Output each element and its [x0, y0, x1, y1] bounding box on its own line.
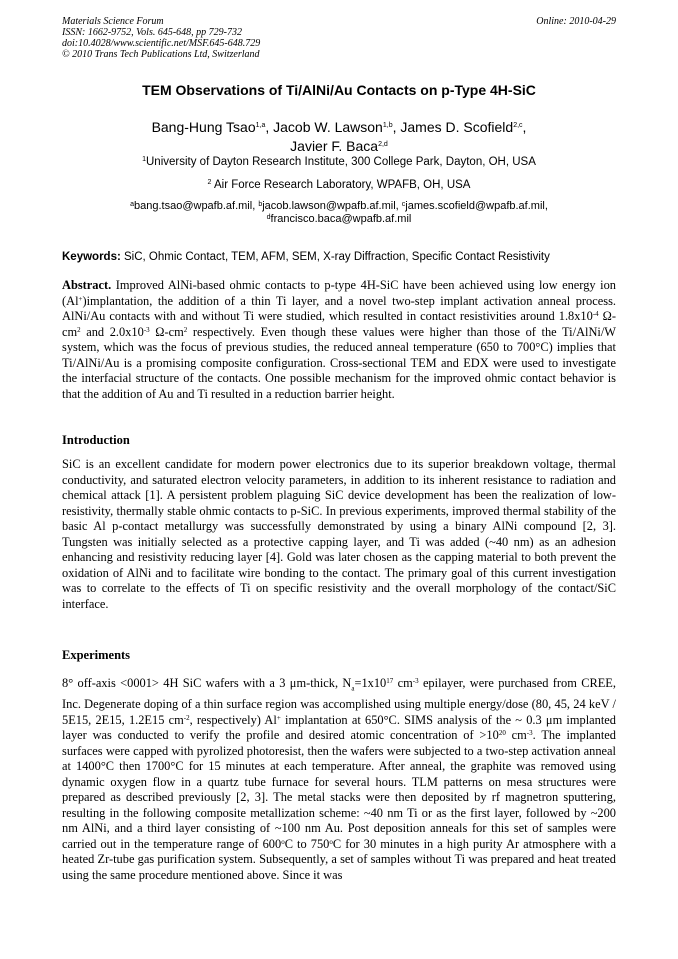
author-scofield-sup: 2,c	[513, 122, 523, 129]
abstract-text-2: )implantation, the addition of a thin Ti layer, and a novel two-step implant activation anneal process. AlNi/Au contacts with and without Ti were studied, which resulted in contact resistivities around 1.8x10	[62, 293, 616, 324]
online-date: Online: 2010-04-29	[536, 16, 616, 27]
author-line-1	[40, 118, 638, 137]
email-tsao: bang.tsao@wpafb.af.mil,	[134, 200, 259, 212]
affiliation-1-text: University of Dayton Research Institute, 300 College Park, Dayton, OH, USA	[146, 156, 536, 168]
abstract-text-4: and 2.0x10	[80, 324, 144, 339]
author-baca: Javier F. Baca	[290, 138, 379, 154]
experiments-sup-3: -2	[183, 713, 190, 722]
issn-line: ISSN: 1662-9752, Vols. 645-648, pp 729-732	[62, 27, 242, 38]
affiliation-1-sup: 1	[142, 156, 146, 163]
experiments-sup-6: -3	[526, 729, 533, 738]
affiliation-2	[40, 178, 638, 192]
experiments-text-2: =1x10	[354, 676, 387, 690]
keywords-text: SiC, Ohmic Contact, TEM, AFM, SEM, X-ray Diffraction, Specific Contact Resistivity	[120, 251, 550, 263]
abstract-sup-1: +	[78, 294, 83, 303]
abstract-sup-2: -4	[592, 310, 599, 319]
experiments-text-1: 8° off-axis <0001> 4H SiC wafers with a 3 μm-thick, N	[62, 676, 352, 690]
affiliation-1	[40, 155, 638, 169]
abstract-sup-4: -3	[143, 325, 150, 334]
experiments-text-7: cm	[505, 728, 527, 743]
experiments-paragraph	[62, 676, 616, 884]
email-scofield: james.scofield@wpafb.af.mil,	[405, 200, 548, 212]
author-comma: ,	[522, 119, 527, 135]
journal-header	[62, 16, 616, 60]
experiments-heading: Experiments	[62, 648, 131, 662]
abstract-text-6: respectively. Even though these values were higher than those of the Ti/AlNi/W system, which was the focus of previous studies, the reduced anneal temperature (650 to 700°C) implies that Ti/AlNi/Au is a promising composite configuration. Cross-sectional TEM and EDX were used to investigate the interfacial structure of the contacts. One possible mechanism for the improved ohmic contact behavior is that the addition of Au and Ti resulted in a reduction barrier height.	[62, 324, 616, 401]
experiments-text-8: . The implanted surfaces were capped with pyrolized photoresist, then the wafers were subjected to a two-step activation anneal at 1400°C then 1700°C for 15 minutes at each temperature. After anneal, the graphite was removed using dynamic oxygen flow in a quartz tube furnace for several hours. TLM patterns on mesa structures were prepared as described previously [2, 3]. The metal stacks were then deposited by rf magnetron sputtering, resulting in the following composite metallization scheme: ~40 nm Ti or as the first layer, followed by ~200 nm AlNi, and a third layer consisting of ~100 nm Au. Post deposition anneals for this set of samples were carried out in the temperature range of 600	[62, 728, 616, 851]
author-lawson: , Jacob W. Lawson	[265, 119, 383, 135]
experiments-sup-1: 17	[386, 677, 394, 685]
email-lawson: jacob.lawson@wpafb.af.mil,	[262, 200, 402, 212]
experiments-sup-5: 20	[498, 729, 506, 738]
experiments-sup-7: o	[281, 837, 285, 846]
introduction-heading: Introduction	[62, 433, 130, 447]
email-a-sup: a	[130, 201, 135, 208]
experiments-sup-8: o	[329, 837, 333, 846]
journal-name: Materials Science Forum	[62, 16, 164, 27]
email-c-sup: c	[401, 201, 406, 208]
keywords-label: Keywords:	[62, 251, 121, 263]
experiments-text-4: epilayer, were purchased from CREE, Inc. Degenerate doping of a thin surface region was accomplished using multiple energy/dose (80, 45, 24 keV / 5E15, 2E15, 1.2E15 cm	[62, 676, 616, 727]
email-d-sup: d	[266, 214, 271, 221]
experiments-sub-1: a	[351, 684, 355, 693]
author-scofield: , James D. Scofield	[392, 119, 514, 135]
abstract-text-3: Ω-cm	[62, 309, 617, 339]
introduction-paragraph: SiC is an excellent candidate for modern power electronics due to its superior breakdown voltage, thermal conductivity, and saturated electron velocity parameters, in addition to its inherent resistance to radiation and chemical attack [1]. A persistent problem plaguing SiC device development has been the realization of low-resistivity, thermally stable ohmic contacts to p-SiC. In previous experiments, improved thermal stability of the basic Al p-contact metallurgy was successfully demonstrated by using a binary AlNi compound [2, 3]. Tungsten was initially selected as a protective capping layer, and Ti was added (~40 nm) as an adhesion enhancing and resistivity reducing layer [4]. Gold was later chosen as the capping material to both prevent the oxidation of AlNi and to facilitate wire bonding to the contact. The primary goal of this current investigation was to correlate to the effects of Ti on specific resistivity and the overall morphology of the contact/SiC interface.	[62, 457, 616, 611]
experiments-sup-4: +	[276, 713, 281, 722]
email-baca: francisco.baca@wpafb.af.mil	[270, 213, 412, 225]
experiments-sup-2: -3	[412, 677, 419, 685]
copyright-line: © 2010 Trans Tech Publications Ltd, Switzerland	[62, 49, 260, 60]
experiments-text-5: , respectively) Al	[189, 712, 277, 727]
author-tsao-sup: 1,a	[255, 122, 266, 129]
abstract-sup-5: 2	[183, 325, 188, 334]
experiments-text-9: C to 750	[284, 836, 330, 851]
affiliation-2-text: Air Force Research Laboratory, WPAFB, OH, USA	[211, 179, 471, 191]
abstract-text-5: Ω-cm	[149, 324, 184, 339]
author-list	[40, 118, 638, 156]
email-list	[40, 200, 638, 226]
abstract-label: Abstract.	[62, 278, 112, 292]
experiments-text-10: C for 30 minutes in a high purity Ar atmosphere with a heated Zr-tube gas purification system. Subsequently, a set of samples without Ti was prepared and heat treated using the same procedure mentioned above. Since it was	[62, 836, 616, 883]
keywords	[62, 251, 616, 263]
paper-title: TEM Observations of Ti/AlNi/Au Contacts on p-Type 4H-SiC	[142, 82, 536, 98]
email-line-2	[40, 213, 638, 226]
author-line-2	[40, 137, 638, 156]
abstract-text-1: Improved AlNi-based ohmic contacts to p-type 4H-SiC have been achieved using low energy ion (Al	[62, 278, 616, 308]
experiments-text-6: implantation at 650°C. SIMS analysis of the ~ 0.3 μm implanted layer was conducted to verify the profile and desired atomic concentration of >10	[62, 712, 616, 743]
affiliation-2-sup: 2	[207, 179, 212, 186]
doi-line: doi:10.4028/www.scientific.net/MSF.645-648.729	[62, 38, 261, 49]
author-lawson-sup: 1,b	[382, 122, 393, 129]
author-tsao: Bang-Hung Tsao	[151, 119, 256, 135]
abstract-sup-3: 2	[77, 325, 81, 334]
email-b-sup: b	[258, 201, 263, 208]
experiments-text-3: cm	[393, 676, 413, 690]
author-baca-sup: 2,d	[378, 141, 388, 148]
email-line-1	[40, 200, 638, 213]
abstract-paragraph	[62, 278, 616, 402]
